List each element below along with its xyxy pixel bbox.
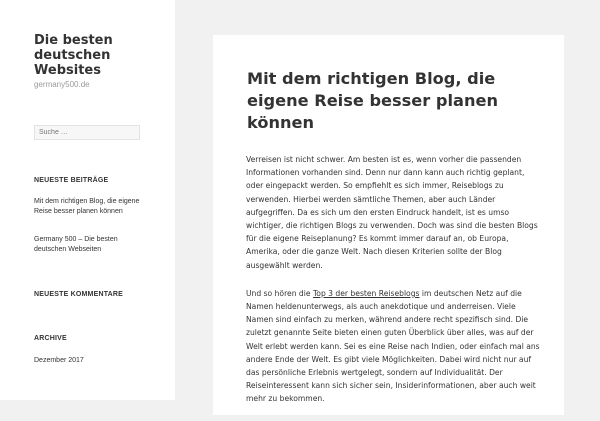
recent-comments-heading: NEUESTE KOMMENTARE: [34, 291, 124, 298]
site-title[interactable]: Die besten deutschen Websites: [34, 33, 113, 78]
recent-post-link[interactable]: Mit dem richtigen Blog, die eigene Reise besser planen können: [34, 198, 140, 215]
recent-posts-heading: NEUESTE BEITRÄGE: [34, 177, 109, 184]
post-paragraph: Verreisen ist nicht schwer. Am besten ist es, wenn vorher die passenden Informationen vorhanden sind. Denn nur dann kann auch richtig geplant, oder eingepackt werden. So empfiehlt es sich immer, Reiseblogs zu verwenden. Hierbei werden sämtliche Themen, aber auch Länder aufgegriffen. Da es sich um den ersten Eindruck handelt, ist es umso wichtiger, die richtigen Blogs zu verwenden. Doch was sind die besten Blogs für die eigene Reiseplanung? Es kommt immer darauf an, ob Europa, Amerika, oder die ganze Welt. Nach diesen Kriterien sollte der Blog ausgewählt werden.: [246, 155, 538, 270]
search-input[interactable]: [34, 125, 140, 140]
post-paragraph: [246, 287, 542, 406]
sidebar: [0, 0, 175, 400]
paragraph-text: im deutschen Netz auf die Namen heldenunterwegs, als auch anekdotique und anderreisen. Viele Namen sind einfach zu merken, während andere recht spezifisch sind. Die zuletzt genannte Seite bieten einen guten Überblick über alles, was auf der Welt erlebt werden kann. Sei es eine Reise nach Indien, oder einfach mal ans andere Ende der Welt. Es gibt viele Möglichkeiten. Dabei wird nicht nur auf das persönliche Erlebnis wertgelegt, sondern auf Individualität. Der Reiseinteressent kann sich sicher sein, Insiderinformationen, aber auch weit mehr zu bekommen.: [246, 288, 540, 404]
paragraph-text: Und so hören die: [246, 288, 313, 298]
post-body: [246, 153, 542, 421]
site-description: germany500.de: [34, 80, 90, 89]
recent-post-link[interactable]: Germany 500 – Die besten deutschen Webseiten: [34, 236, 118, 253]
archive-link[interactable]: Dezember 2017: [34, 357, 84, 364]
archive-heading: ARCHIVE: [34, 335, 67, 342]
reiseblogs-link[interactable]: Top 3 der besten Reiseblogs: [312, 288, 420, 298]
main-content: [213, 35, 564, 415]
post-title[interactable]: Mit dem richtigen Blog, die eigene Reise besser planen können: [247, 69, 498, 132]
